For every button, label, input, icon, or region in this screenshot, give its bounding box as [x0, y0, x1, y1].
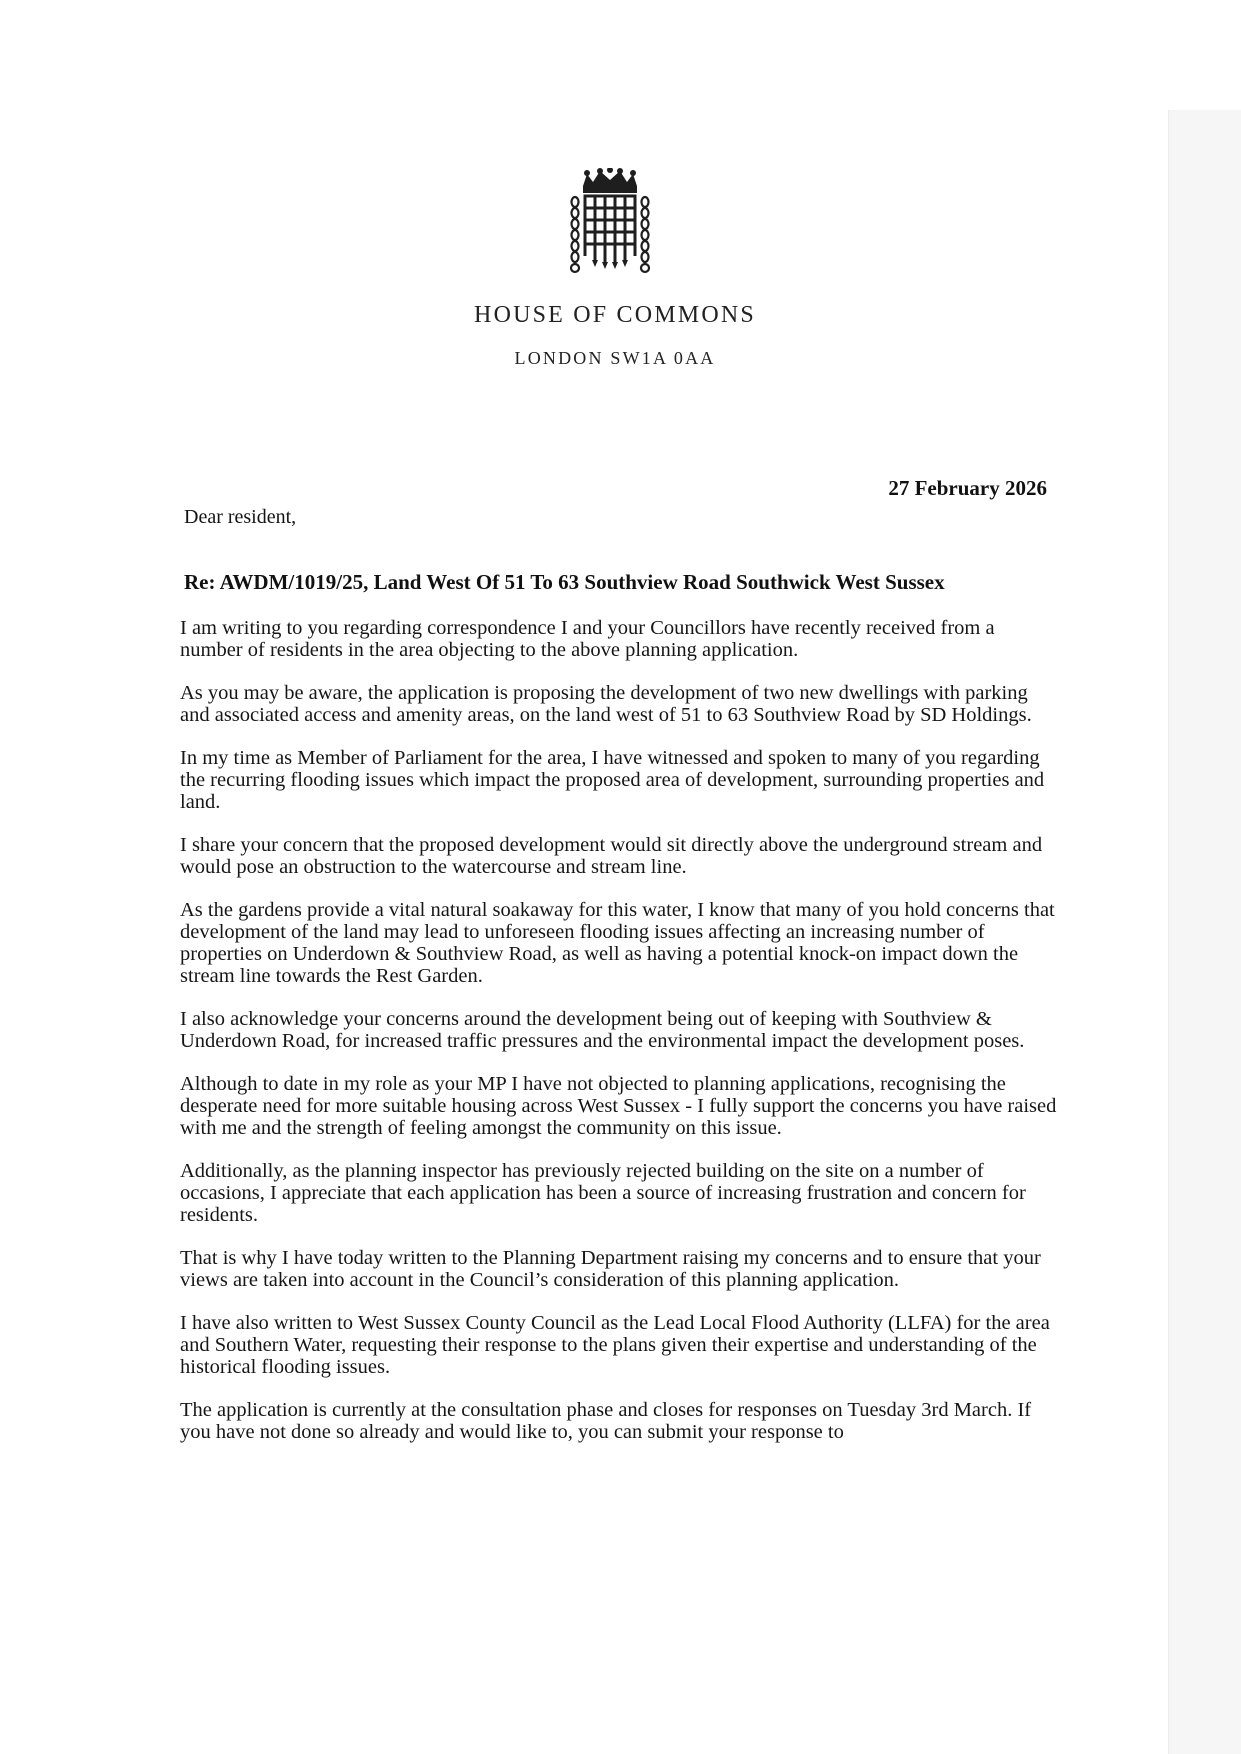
letter-date: 27 February 2026 — [888, 476, 1047, 500]
letterhead-address: LONDON SW1A 0AA — [514, 348, 716, 368]
paragraph: That is why I have today written to the Planning Department raising my concerns and to ensure that your views are taken into account in the Council’s consideration of this planning application. — [180, 1247, 1041, 1291]
paragraph: Although to date in my role as your MP I have not objected to planning applications, recognising the desperate need for more suitable housing across West Sussex - I fully support the concerns you have raised with me and the strength of feeling amongst the community on this issue. — [180, 1073, 1057, 1139]
paragraph: In my time as Member of Parliament for the area, I have witnessed and spoken to many of you regarding the recurring flooding issues which impact the proposed area of development, surrounding properties and land. — [180, 747, 1045, 813]
letter-body — [180, 617, 1060, 1464]
paragraph: Additionally, as the planning inspector has previously rejected building on the site on a number of occasions, I appreciate that each application has been a source of increasing frustration and concern for residents. — [180, 1160, 1026, 1226]
paragraph: I am writing to you regarding correspondence I and your Councillors have recently received from a number of residents in the area objecting to the above planning application. — [180, 617, 995, 661]
salutation: Dear resident, — [184, 506, 297, 528]
letterhead-title: HOUSE OF COMMONS — [474, 302, 756, 328]
paragraph: I share your concern that the proposed development would sit directly above the underground stream and would pose an obstruction to the watercourse and stream line. — [180, 834, 1043, 878]
portcullis-crest-icon — [565, 168, 655, 276]
paragraph: As the gardens provide a vital natural soakaway for this water, I know that many of you hold concerns that development of the land may lead to unforeseen flooding issues affecting an increasing number of properties on Underdown & Southview Road, as well as having a potential knock-on impact down the stream line towards the Rest Garden. — [180, 899, 1055, 987]
paragraph: I also acknowledge your concerns around the development being out of keeping with Southview & Underdown Road, for increased traffic pressures and the environmental impact the development poses. — [180, 1008, 1025, 1052]
paragraph: The application is currently at the consultation phase and closes for responses on Tuesday 3rd March. If you have not done so already and would like to, you can submit your response to — [180, 1399, 1032, 1443]
paragraph: As you may be aware, the application is proposing the development of two new dwellings with parking and associated access and amenity areas, on the land west of 51 to 63 Southview Road by SD Holdings. — [180, 682, 1032, 726]
subject-line: Re: AWDM/1019/25, Land West Of 51 To 63 Southview Road Southwick West Sussex — [184, 570, 945, 594]
paragraph: I have also written to West Sussex County Council as the Lead Local Flood Authority (LLFA) for the area and Southern Water, requesting their response to the plans given their expertise and understanding of the historical flooding issues. — [180, 1312, 1050, 1378]
